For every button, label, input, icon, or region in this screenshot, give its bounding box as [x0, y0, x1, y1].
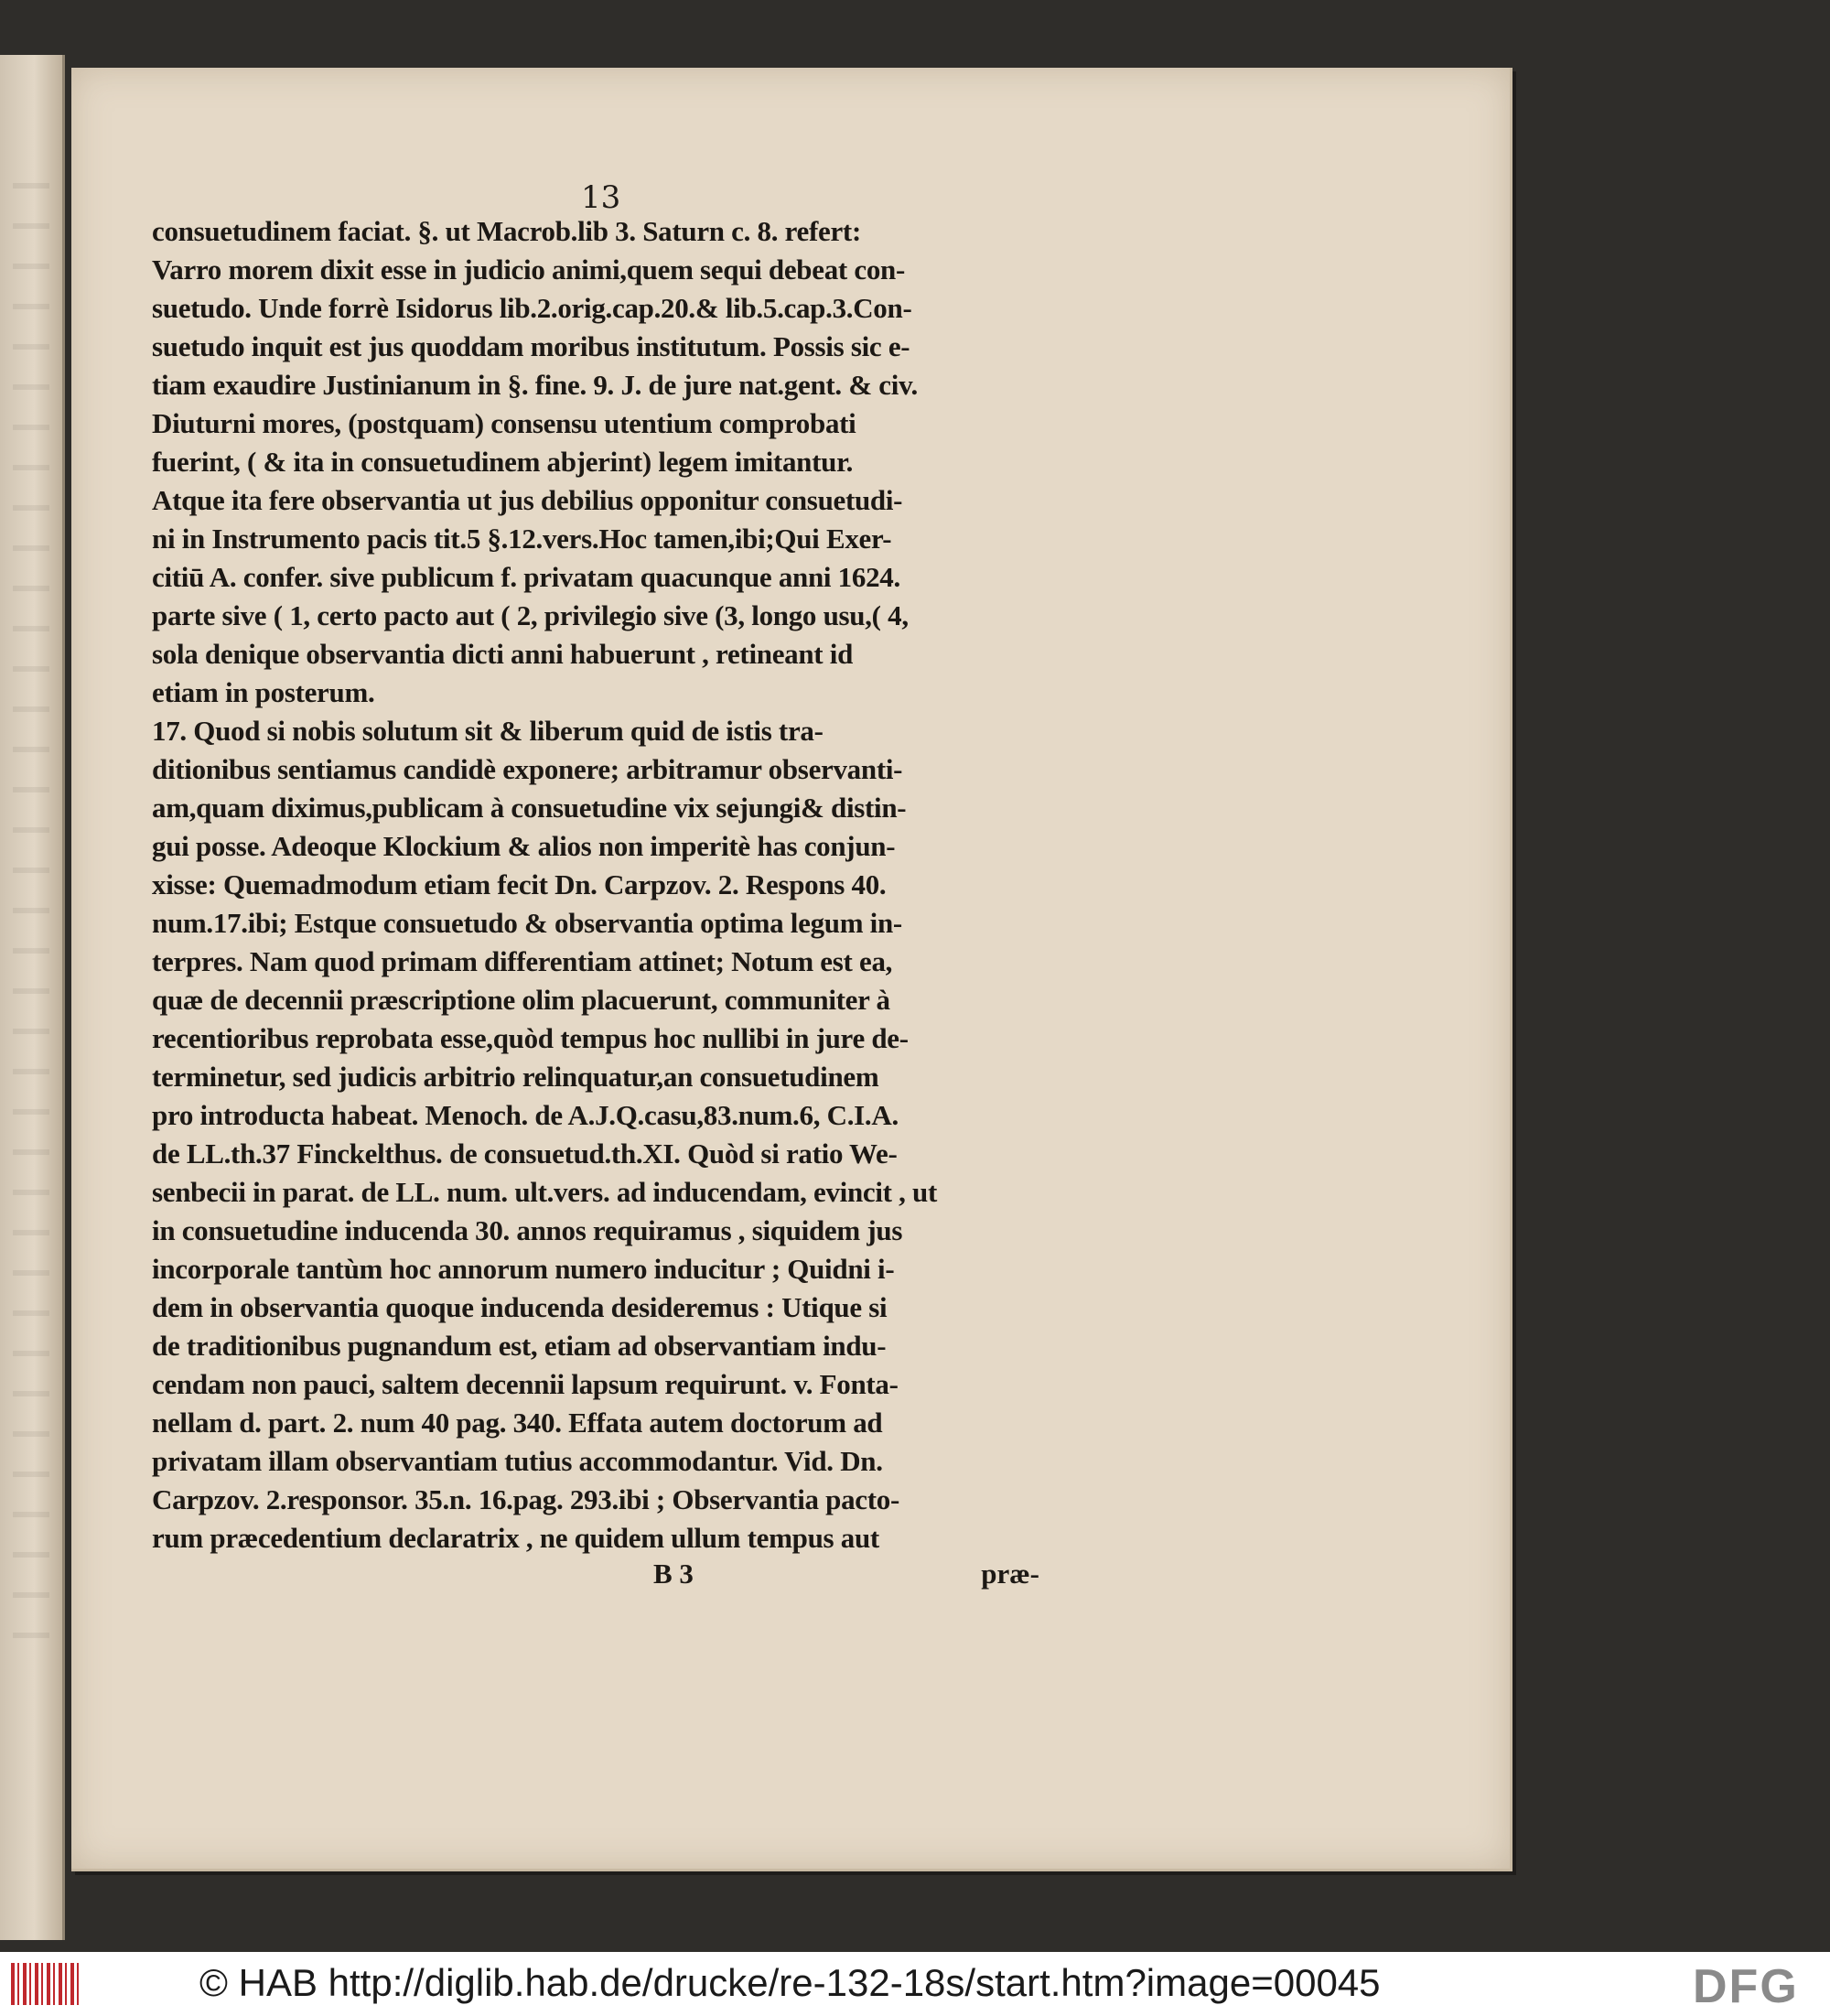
- page-text: [152, 212, 1039, 1558]
- barcode-icon: [11, 1963, 79, 2005]
- text-line: recentioribus reprobata esse,quòd tempus hoc nullibi in jure de-: [152, 1022, 909, 1054]
- text-line: suetudo. Unde forrè Isidorus lib.2.orig.cap.20.& lib.5.cap.3.Con-: [152, 292, 912, 324]
- copyright-link[interactable]: © HAB http://diglib.hab.de/drucke/re-132-18s/start.htm?image=00045: [199, 1961, 1381, 2004]
- text-line: ni in Instrumento pacis tit.5 §.12.vers.Hoc tamen,ibi;Qui Exer-: [152, 523, 892, 555]
- text-line: pro introducta habeat. Menoch. de A.J.Q.casu,83.num.6, C.I.A.: [152, 1099, 899, 1131]
- text-line: incorporale tantùm hoc annorum numero inducitur ; Quidni i-: [152, 1253, 895, 1285]
- text-line: in consuetudine inducenda 30. annos requiramus , siquidem jus: [152, 1214, 903, 1246]
- text-line: cendam non pauci, saltem decennii lapsum requirunt. v. Fonta-: [152, 1368, 899, 1400]
- text-line: fuerint, ( & ita in consuetudinem abjerint) legem imitantur.: [152, 446, 854, 478]
- footer-bar: [0, 1952, 1830, 2016]
- page-number: 13: [581, 179, 621, 216]
- text-line: privatam illam observantiam tutius accommodantur. Vid. Dn.: [152, 1445, 883, 1477]
- previous-page-edge: [0, 55, 65, 1940]
- text-line: rum præcedentium declaratrix , ne quidem ullum tempus aut: [152, 1522, 879, 1554]
- text-line: 17. Quod si nobis solutum sit & liberum quid de istis tra-: [152, 715, 824, 747]
- text-line: de traditionibus pugnandum est, etiam ad observantiam indu-: [152, 1330, 887, 1362]
- text-line: ditionibus sentiamus candidè exponere; arbitramur observanti-: [152, 753, 903, 785]
- text-line: dem in observantia quoque inducenda desideremus : Utique si: [152, 1291, 888, 1323]
- catchword: præ-: [981, 1558, 1039, 1590]
- text-line: etiam in posterum.: [152, 676, 375, 708]
- text-line: terminetur, sed judicis arbitrio relinquatur,an consuetudinem: [152, 1061, 879, 1093]
- text-line: consuetudinem faciat. §. ut Macrob.lib 3. Saturn c. 8. refert:: [152, 215, 861, 247]
- text-line: tiam exaudire Justinianum in §. fine. 9. J. de jure nat.gent. & civ.: [152, 369, 919, 401]
- text-line: senbecii in parat. de LL. num. ult.vers. ad inducendam, evincit , ut: [152, 1176, 938, 1208]
- text-line: Varro morem dixit esse in judicio animi,quem sequi debeat con-: [152, 253, 906, 286]
- text-line: citiū A. confer. sive publicum f. privatam quacunque anni 1624.: [152, 561, 900, 593]
- text-line: sola denique observantia dicti anni habuerunt , retineant id: [152, 638, 854, 670]
- text-line: gui posse. Adeoque Klockium & alios non imperitè has conjun-: [152, 830, 896, 862]
- text-line: nellam d. part. 2. num 40 pag. 340. Effata autem doctorum ad: [152, 1407, 883, 1439]
- text-line: terpres. Nam quod primam differentiam attinet; Notum est ea,: [152, 945, 893, 977]
- text-line: quæ de decennii præscriptione olim placuerunt, communiter à: [152, 984, 890, 1016]
- text-line: am,quam diximus,publicam à consuetudine vix sejungi& distin-: [152, 792, 907, 824]
- page-foot: [152, 1558, 1039, 1598]
- text-line: num.17.ibi; Estque consuetudo & observantia optima legum in-: [152, 907, 902, 939]
- text-line: parte sive ( 1, certo pacto aut ( 2, privilegio sive (3, longo usu,( 4,: [152, 599, 909, 631]
- text-line: Carpzov. 2.responsor. 35.n. 16.pag. 293.ibi ; Observantia pacto-: [152, 1483, 899, 1515]
- text-line: Atque ita fere observantia ut jus debilius opponitur consuetudi-: [152, 484, 903, 516]
- signature-mark: B 3: [653, 1558, 694, 1590]
- text-line: xisse: Quemadmodum etiam fecit Dn. Carpzov. 2. Respons 40.: [152, 868, 887, 900]
- text-line: Diuturni mores, (postquam) consensu utentium comprobati: [152, 407, 856, 439]
- text-line: de LL.th.37 Finckelthus. de consuetud.th.XI. Quòd si ratio We-: [152, 1137, 898, 1170]
- text-line: suetudo inquit est jus quoddam moribus institutum. Possis sic e-: [152, 330, 910, 362]
- dfg-logo: DFG: [1693, 1960, 1799, 2013]
